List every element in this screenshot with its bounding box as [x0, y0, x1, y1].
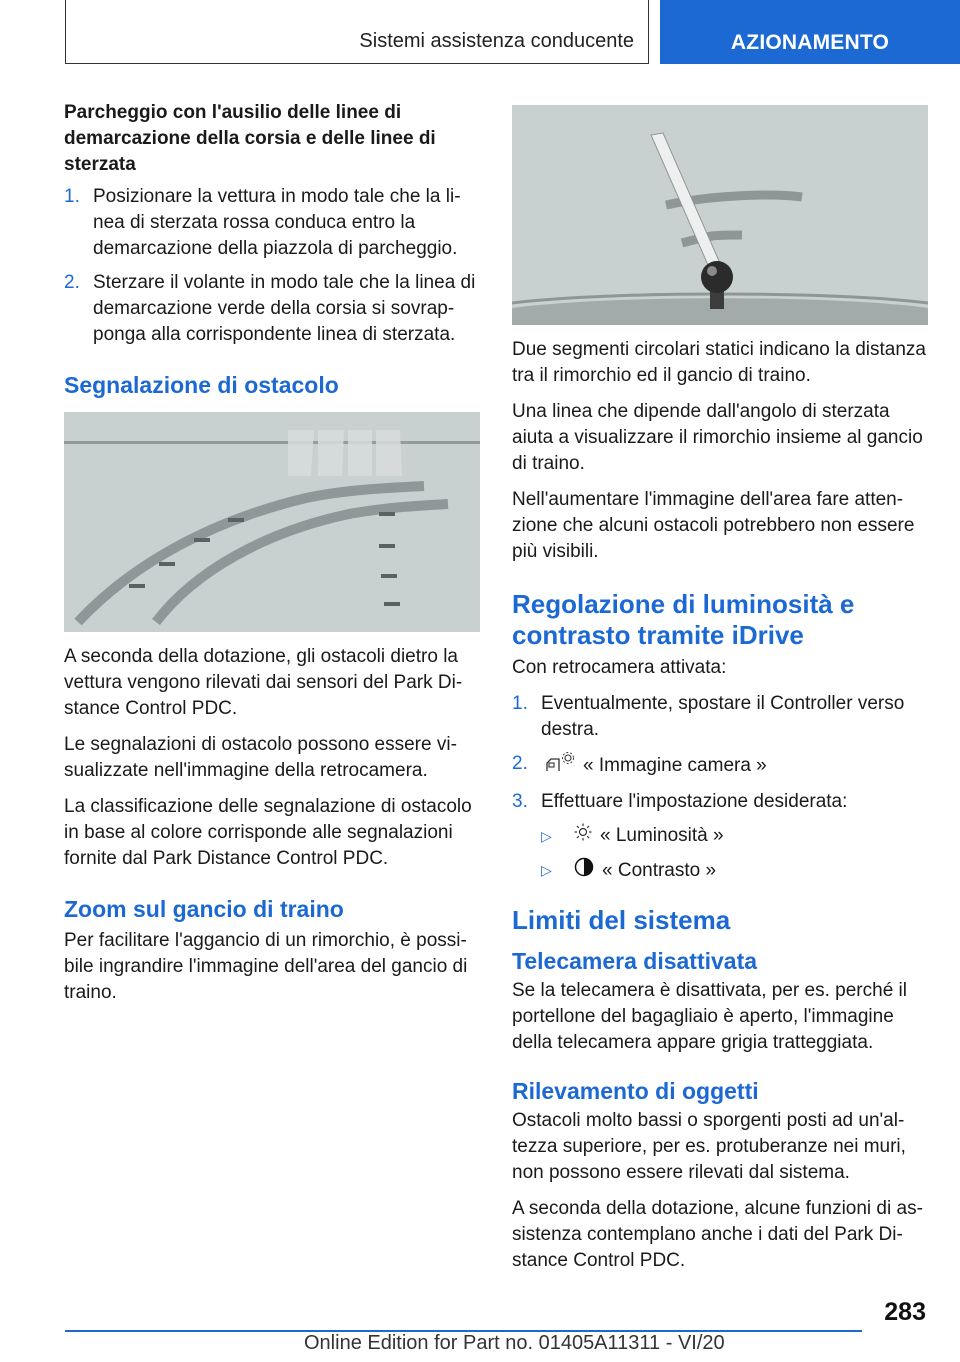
paragraph: Se la telecamera è disattivata, per es. perché il portellone del bagagliaio è aperto, l'immagine della telecamera appare grigia tratteggiata.: [512, 980, 907, 1054]
right-column: [512, 105, 932, 1284]
heading-limits: Limiti del sistema: [512, 905, 731, 936]
brightness-options: [541, 823, 932, 885]
camera-settings-icon: [545, 751, 575, 781]
tow-hitch-figure: [512, 105, 928, 325]
list-item: [541, 823, 932, 849]
triangle-bullet-icon: ▷: [541, 828, 552, 844]
paragraph: A seconda della dotazione, alcune funzioni di assistenza contemplano anche i dati del Park Distance Control PDC.: [512, 1198, 923, 1272]
heading-parking: Parcheggio con l'ausilio delle linee di demarcazione della corsia e delle linee di sterzata: [64, 102, 436, 175]
step-text: Sterzare il volante in modo tale che la linea di demarcazione verde della corsia si sovrapponga alla corrispondente linea di sterzata.: [93, 272, 476, 345]
page-number: 283: [884, 1298, 926, 1326]
paragraph: Con retrocamera attivata:: [512, 657, 727, 678]
option-text: « Contrasto »: [602, 860, 717, 882]
heading-obstacle: Segnalazione di ostacolo: [64, 372, 339, 398]
triangle-bullet-icon: ▷: [541, 862, 552, 879]
section-title: Sistemi assistenza conducente: [359, 30, 634, 52]
paragraph: La classificazione delle segnalazione di ostacolo in base al colore corrisponde alle segnalazioni fornite dal Park Distance Control PDC.: [64, 796, 472, 869]
step-text: Eventualmente, spostare il Controller verso destra.: [541, 693, 905, 740]
step-number: 1.: [512, 693, 528, 714]
heading-detection: Rilevamento di oggetti: [512, 1078, 759, 1105]
step-number: 2.: [512, 753, 528, 774]
list-item: [64, 184, 480, 262]
list-item: [512, 691, 932, 743]
option-text: « Luminosità »: [600, 825, 724, 847]
edition-text: Online Edition for Part no. 01405A11311 - VI/20: [304, 1332, 725, 1354]
paragraph: Le segnalazioni di ostacolo possono essere visualizzate nell'immagine della retrocamera.: [64, 734, 457, 781]
paragraph: Nell'aumentare l'immagine dell'area fare attenzione che alcuni ostacoli potrebbero non essere più visibili.: [512, 489, 915, 562]
step-number: 1.: [64, 186, 80, 207]
heading-zoom: Zoom sul gancio di traino: [64, 896, 344, 922]
heading-brightness: Regolazione di luminosità e contrasto tramite iDrive: [512, 589, 855, 650]
obstacle-marking-figure: [64, 412, 480, 632]
step-number: 3.: [512, 791, 528, 812]
paragraph: Una linea che dipende dall'angolo di sterzata aiuta a visualizzare il rimorchio insieme al gancio di traino.: [512, 401, 923, 474]
paragraph: Due segmenti circolari statici indicano la distanza tra il rimorchio ed il gancio di traino.: [512, 339, 926, 386]
contrast-icon: [574, 857, 594, 885]
step-text: Posizionare la vettura in modo tale che la linea di sterzata rossa conduca entro la demarcazione della piazzola di parcheggio.: [93, 186, 461, 259]
list-item: [64, 270, 480, 348]
list-item: [541, 857, 932, 885]
chapter-tab[interactable]: AZIONAMENTO: [660, 0, 960, 64]
heading-camera-off: Telecamera disattivata: [512, 948, 758, 975]
hitch-text: [512, 337, 932, 565]
paragraph: A seconda della dotazione, gli ostacoli dietro la vettura vengono rilevati dai sensori del Park Distance Control PDC.: [64, 646, 463, 719]
step-number: 2.: [64, 272, 80, 293]
parking-steps: [64, 184, 480, 348]
paragraph: Ostacoli molto bassi o sporgenti posti ad un'altezza superiore, per es. protuberanze nei muri, non possono essere rilevati dal sistema.: [512, 1110, 906, 1184]
header-section-box: [65, 0, 649, 64]
step-text: Effettuare l'impostazione desiderata:: [541, 791, 848, 812]
list-item: [512, 789, 932, 815]
brightness-steps: [512, 691, 932, 815]
sun-icon: [574, 823, 592, 849]
left-column: [64, 100, 480, 1016]
step-text: « Immagine camera »: [583, 755, 767, 777]
obstacle-text: [64, 644, 480, 872]
list-item: [512, 751, 932, 781]
paragraph: Per facilitare l'aggancio di un rimorchio, è possibile ingrandire l'immagine dell'area del gancio di traino.: [64, 930, 468, 1003]
